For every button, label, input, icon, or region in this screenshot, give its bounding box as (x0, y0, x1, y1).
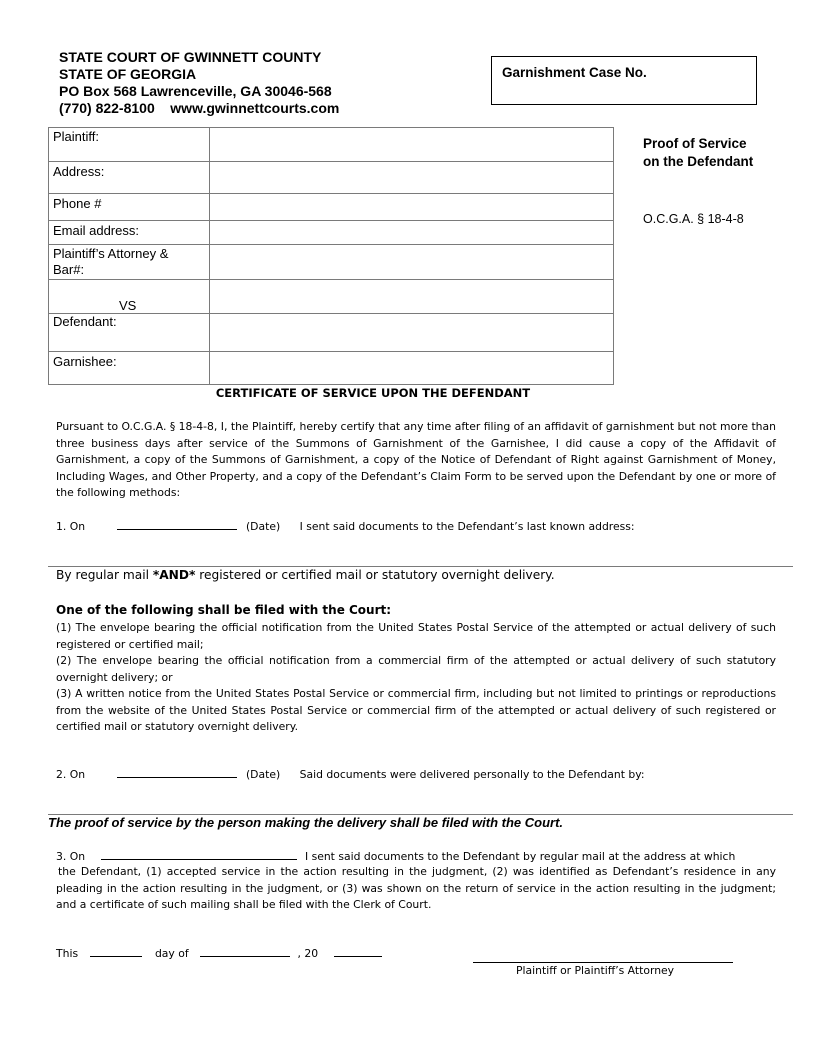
plaintiff-field[interactable] (210, 128, 614, 162)
method-3-row (56, 848, 735, 863)
garnishee-label: Garnishee: (49, 352, 210, 385)
plaintiff-label: Plaintiff: (49, 128, 210, 162)
month-field[interactable] (200, 945, 290, 957)
method-3-text-first: I sent said documents to the Defendant by regular mail at the address at which (304, 850, 736, 863)
vs-label: VS (49, 280, 210, 314)
form-title: Proof of Service on the Defendant (643, 136, 754, 169)
garnishee-field[interactable] (210, 352, 614, 385)
email-field[interactable] (210, 221, 614, 245)
mail-method-text: By regular mail *AND* registered or certified mail or statutory overnight delivery. (56, 568, 555, 582)
court-name: STATE COURT OF GWINNETT COUNTY (59, 49, 322, 65)
day-of-label: day of (154, 947, 189, 960)
method-1-address-line[interactable] (48, 566, 793, 567)
method-2-date-field[interactable] (117, 766, 237, 778)
address-field[interactable] (210, 162, 614, 194)
signature-label: Plaintiff or Plaintiff’s Attorney (516, 964, 675, 977)
court-address: PO Box 568 Lawrenceville, GA 30046-568 (59, 83, 332, 99)
method-1-text: I sent said documents to the Defendant’s last known address: (299, 520, 635, 533)
filed-items (56, 620, 776, 736)
case-number-box[interactable] (491, 56, 757, 105)
method-2-text: Said documents were delivered personally to the Defendant by: (299, 768, 645, 781)
court-header (59, 49, 339, 117)
method-1-date-field[interactable] (117, 518, 237, 530)
court-contact: (770) 822-8100 www.gwinnettcourts.com (59, 100, 340, 116)
court-state: STATE OF GEORGIA (59, 66, 197, 82)
signature-line[interactable] (473, 962, 733, 963)
phone-field[interactable] (210, 194, 614, 221)
filed-item-2: (2) The envelope bearing the official notification from a commercial firm of the attempted or actual delivery of such statutory overnight delivery; or (56, 654, 776, 684)
attorney-field[interactable] (210, 245, 614, 280)
method-2-date-label: (Date) (245, 768, 281, 781)
filed-item-1: (1) The envelope bearing the official notification from the United States Postal Service of the attempted or actual delivery of such registered or certified mail; (56, 621, 776, 651)
certificate-intro: Pursuant to O.C.G.A. § 18-4-8, I, the Plaintiff, hereby certify that any time after filing of an affidavit of garnishment but not more than three business days after service of the Summons of Garnishment of the Garnishee, I did cause a copy of the Affidavit of Garnishment, a copy of the Summons of Garnishment, a copy of the Notice of Defendant of Right against Garnishment of Money, Including Wages, and Other Property, and a copy of the Defendant’s Claim Form to be served upon the Defendant by one or more of the following methods: (56, 420, 776, 499)
method-3-date-field[interactable] (101, 848, 297, 860)
method-1-prefix: 1. On (56, 520, 86, 533)
method-1-date-label: (Date) (245, 520, 281, 533)
filed-heading: One of the following shall be filed with the Court: (56, 603, 392, 617)
year-prefix: , 20 (297, 947, 319, 960)
filed-item-3: (3) A written notice from the United States Postal Service or commercial firm, including but not limited to printings or reproductions from the website of the United States Postal Service or commercial firm of the attempted or actual delivery of such registered or certified mail or statutory overnight delivery. (56, 687, 776, 733)
address-label: Address: (49, 162, 210, 194)
date-signed-row (56, 945, 382, 960)
method-2-row (56, 766, 645, 781)
mail-and-emphasis: *AND* (152, 568, 196, 582)
parties-table (48, 127, 614, 385)
day-field[interactable] (90, 945, 142, 957)
year-field[interactable] (334, 945, 382, 957)
vs-field[interactable] (210, 280, 614, 314)
attorney-label: Plaintiff’s Attorney & Bar#: (49, 245, 210, 280)
case-number-label: Garnishment Case No. (502, 65, 647, 80)
email-label: Email address: (49, 221, 210, 245)
defendant-field[interactable] (210, 314, 614, 352)
method-1-row (56, 518, 635, 533)
method-3-text-rest: the Defendant, (1) accepted service in the action resulting in the judgment, (2) was identified as Defendant’s residence in any pleading in the action resulting in the judgment, or (3) was shown on the return of service in the action resulting in the judgment; and a certificate of such mailing shall be filed with the Clerk of Court. (56, 865, 776, 911)
method-3-prefix: 3. On (56, 850, 86, 863)
method-2-prefix: 2. On (56, 768, 86, 781)
certificate-heading: CERTIFICATE OF SERVICE UPON THE DEFENDANT (215, 386, 531, 400)
phone-label: Phone # (49, 194, 210, 221)
defendant-label: Defendant: (49, 314, 210, 352)
statute-reference: O.C.G.A. § 18-4-8 (643, 212, 744, 226)
method-2-note: The proof of service by the person making the delivery shall be filed with the Court. (48, 815, 564, 830)
this-label: This (56, 947, 79, 960)
